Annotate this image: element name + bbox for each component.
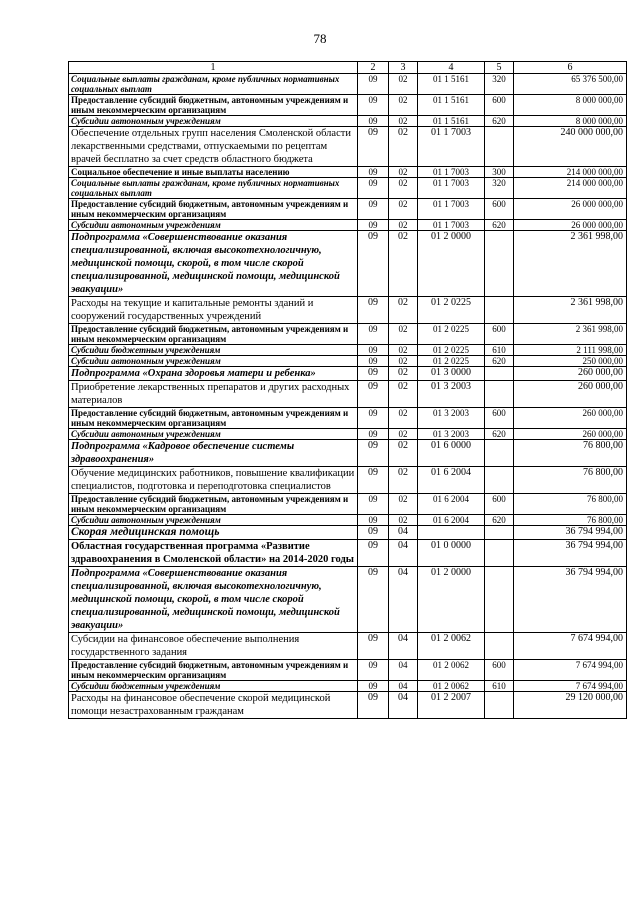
row-amount-cell: 7 674 994,00 [514, 681, 627, 692]
row-section-cell: 09 [358, 494, 389, 515]
row-name-cell: Обучение медицинских работников, повышение квалификации специалистов, подготовка и переподготовка специалистов [69, 467, 358, 494]
header-cell-6: 6 [514, 62, 627, 74]
header-cell-4: 4 [418, 62, 485, 74]
row-name-cell: Субсидии бюджетным учреждениям [69, 345, 358, 356]
row-target-code-cell: 01 6 2004 [418, 494, 485, 515]
row-section-cell: 09 [358, 116, 389, 127]
row-name-cell: Подпрограмма «Охрана здоровья матери и ребенка» [69, 367, 358, 381]
row-subsection-cell: 02 [389, 127, 418, 167]
row-subsection-cell: 02 [389, 467, 418, 494]
row-subsection-cell: 04 [389, 633, 418, 660]
row-amount-cell: 240 000 000,00 [514, 127, 627, 167]
row-target-code-cell: 01 3 2003 [418, 381, 485, 408]
row-name-cell: Областная государственная программа «Развитие здравоохранения в Смоленской области» на 2014-2020 годы [69, 540, 358, 567]
row-expense-type-cell [485, 526, 514, 540]
row-name-cell: Подпрограмма «Кадровое обеспечение системы здравоохранения» [69, 440, 358, 467]
row-amount-cell: 36 794 994,00 [514, 526, 627, 540]
row-expense-type-cell [485, 381, 514, 408]
row-name-cell: Предоставление субсидий бюджетным, автономным учреждениям и иным некоммерческим организациям [69, 660, 358, 681]
row-target-code-cell: 01 6 0000 [418, 440, 485, 467]
row-amount-cell: 7 674 994,00 [514, 660, 627, 681]
row-name-cell: Предоставление субсидий бюджетным, автономным учреждениям и иным некоммерческим организациям [69, 408, 358, 429]
row-target-code-cell: 01 2 2007 [418, 692, 485, 719]
row-expense-type-cell [485, 127, 514, 167]
table-row [69, 494, 627, 515]
table-row [69, 356, 627, 367]
row-section-cell: 09 [358, 345, 389, 356]
row-expense-type-cell: 600 [485, 408, 514, 429]
row-expense-type-cell: 600 [485, 324, 514, 345]
table-row [69, 345, 627, 356]
row-amount-cell: 29 120 000,00 [514, 692, 627, 719]
row-subsection-cell: 02 [389, 74, 418, 95]
row-expense-type-cell: 620 [485, 356, 514, 367]
row-target-code-cell: 01 3 2003 [418, 408, 485, 429]
row-target-code-cell: 01 2 0062 [418, 633, 485, 660]
table-row [69, 116, 627, 127]
row-name-cell: Субсидии автономным учреждениям [69, 356, 358, 367]
header-cell-1: 1 [69, 62, 358, 74]
row-section-cell: 09 [358, 681, 389, 692]
row-section-cell: 09 [358, 297, 389, 324]
row-name-cell: Приобретение лекарственных препаратов и других расходных материалов [69, 381, 358, 408]
row-amount-cell: 250 000,00 [514, 356, 627, 367]
row-subsection-cell: 04 [389, 567, 418, 633]
row-subsection-cell: 02 [389, 231, 418, 297]
row-expense-type-cell: 610 [485, 345, 514, 356]
row-target-code-cell: 01 1 5161 [418, 116, 485, 127]
row-amount-cell: 260 000,00 [514, 408, 627, 429]
row-section-cell: 09 [358, 408, 389, 429]
table-row [69, 515, 627, 526]
row-subsection-cell: 02 [389, 381, 418, 408]
row-name-cell: Предоставление субсидий бюджетным, автономным учреждениям и иным некоммерческим организациям [69, 324, 358, 345]
row-section-cell: 09 [358, 220, 389, 231]
table-row [69, 408, 627, 429]
row-amount-cell: 260 000,00 [514, 367, 627, 381]
row-amount-cell: 7 674 994,00 [514, 633, 627, 660]
row-subsection-cell: 02 [389, 178, 418, 199]
row-section-cell: 09 [358, 324, 389, 345]
row-target-code-cell: 01 3 0000 [418, 367, 485, 381]
row-expense-type-cell [485, 692, 514, 719]
row-name-cell: Социальное обеспечение и иные выплаты населению [69, 167, 358, 178]
row-subsection-cell: 02 [389, 297, 418, 324]
row-name-cell: Подпрограмма «Совершенствование оказания специализированной, включая высокотехнологичную, медицинской помощи, скорой, в том числе скорой специализированной, медицинской помощи, медицинской эвакуации» [69, 231, 358, 297]
row-target-code-cell [418, 526, 485, 540]
table-row [69, 633, 627, 660]
row-amount-cell: 65 376 500,00 [514, 74, 627, 95]
row-name-cell: Субсидии бюджетным учреждениям [69, 681, 358, 692]
row-expense-type-cell [485, 467, 514, 494]
row-expense-type-cell [485, 231, 514, 297]
row-expense-type-cell [485, 567, 514, 633]
table-row [69, 220, 627, 231]
row-amount-cell: 36 794 994,00 [514, 540, 627, 567]
row-section-cell: 09 [358, 567, 389, 633]
row-subsection-cell: 04 [389, 660, 418, 681]
row-expense-type-cell: 300 [485, 167, 514, 178]
header-cell-3: 3 [389, 62, 418, 74]
row-section-cell: 09 [358, 74, 389, 95]
row-expense-type-cell [485, 633, 514, 660]
row-subsection-cell: 04 [389, 540, 418, 567]
row-expense-type-cell: 600 [485, 95, 514, 116]
row-section-cell: 09 [358, 660, 389, 681]
row-target-code-cell: 01 2 0225 [418, 345, 485, 356]
row-name-cell: Предоставление субсидий бюджетным, автономным учреждениям и иным некоммерческим организациям [69, 494, 358, 515]
row-section-cell: 09 [358, 515, 389, 526]
row-amount-cell: 76 800,00 [514, 494, 627, 515]
row-name-cell: Предоставление субсидий бюджетным, автономным учреждениям и иным некоммерческим организациям [69, 199, 358, 220]
table-row [69, 367, 627, 381]
row-section-cell: 09 [358, 381, 389, 408]
row-expense-type-cell [485, 297, 514, 324]
row-section-cell: 09 [358, 367, 389, 381]
row-name-cell: Подпрограмма «Совершенствование оказания специализированной, включая высокотехнологичную, медицинской помощи, скорой, в том числе скорой специализированной, медицинской помощи, медицинской эвакуации» [69, 567, 358, 633]
row-name-cell: Субсидии автономным учреждениям [69, 515, 358, 526]
row-name-cell: Субсидии автономным учреждениям [69, 220, 358, 231]
row-section-cell: 09 [358, 467, 389, 494]
row-subsection-cell: 04 [389, 692, 418, 719]
row-amount-cell: 36 794 994,00 [514, 567, 627, 633]
row-expense-type-cell: 600 [485, 494, 514, 515]
table-row [69, 199, 627, 220]
table-row [69, 127, 627, 167]
row-name-cell: Обеспечение отдельных групп населения Смоленской области лекарственными средствами, отпускаемыми по рецептам врачей бесплатно за счет средств областного бюджета [69, 127, 358, 167]
table-row [69, 74, 627, 95]
table-row [69, 692, 627, 719]
budget-table [68, 61, 627, 719]
row-amount-cell: 260 000,00 [514, 381, 627, 408]
row-amount-cell: 2 361 998,00 [514, 297, 627, 324]
row-subsection-cell: 02 [389, 408, 418, 429]
row-name-cell: Субсидии на финансовое обеспечение выполнения государственного задания [69, 633, 358, 660]
row-name-cell: Субсидии автономным учреждениям [69, 116, 358, 127]
row-target-code-cell: 01 3 2003 [418, 429, 485, 440]
row-expense-type-cell [485, 440, 514, 467]
row-subsection-cell: 02 [389, 429, 418, 440]
row-amount-cell: 214 000 000,00 [514, 167, 627, 178]
row-target-code-cell: 01 2 0000 [418, 231, 485, 297]
row-amount-cell: 76 800,00 [514, 467, 627, 494]
row-section-cell: 09 [358, 178, 389, 199]
table-header-row [69, 62, 627, 74]
row-section-cell: 09 [358, 127, 389, 167]
row-amount-cell: 214 000 000,00 [514, 178, 627, 199]
row-target-code-cell: 01 6 2004 [418, 515, 485, 526]
row-expense-type-cell: 620 [485, 116, 514, 127]
row-amount-cell: 260 000,00 [514, 429, 627, 440]
row-section-cell: 09 [358, 440, 389, 467]
row-target-code-cell: 01 2 0062 [418, 660, 485, 681]
table-row [69, 167, 627, 178]
row-amount-cell: 76 800,00 [514, 515, 627, 526]
row-target-code-cell: 01 0 0000 [418, 540, 485, 567]
row-section-cell: 09 [358, 167, 389, 178]
row-subsection-cell: 02 [389, 345, 418, 356]
row-target-code-cell: 01 2 0225 [418, 297, 485, 324]
row-name-cell: Субсидии автономным учреждениям [69, 429, 358, 440]
row-subsection-cell: 02 [389, 116, 418, 127]
row-subsection-cell: 02 [389, 324, 418, 345]
row-name-cell: Скорая медицинская помощь [69, 526, 358, 540]
row-expense-type-cell: 600 [485, 199, 514, 220]
table-row [69, 297, 627, 324]
table-row [69, 526, 627, 540]
row-target-code-cell: 01 1 7003 [418, 178, 485, 199]
row-target-code-cell: 01 1 7003 [418, 220, 485, 231]
row-expense-type-cell: 600 [485, 660, 514, 681]
row-target-code-cell: 01 2 0000 [418, 567, 485, 633]
row-section-cell: 09 [358, 231, 389, 297]
table-row [69, 231, 627, 297]
table-row [69, 440, 627, 467]
row-name-cell: Социальные выплаты гражданам, кроме публичных нормативных социальных выплат [69, 178, 358, 199]
table-row [69, 95, 627, 116]
row-target-code-cell: 01 2 0225 [418, 324, 485, 345]
row-target-code-cell: 01 1 7003 [418, 127, 485, 167]
table-row [69, 178, 627, 199]
row-section-cell: 09 [358, 692, 389, 719]
row-subsection-cell: 02 [389, 515, 418, 526]
row-amount-cell: 2 361 998,00 [514, 231, 627, 297]
table-row [69, 381, 627, 408]
row-name-cell: Социальные выплаты гражданам, кроме публичных нормативных социальных выплат [69, 74, 358, 95]
row-target-code-cell: 01 1 7003 [418, 199, 485, 220]
row-section-cell: 09 [358, 429, 389, 440]
row-amount-cell: 2 111 998,00 [514, 345, 627, 356]
row-name-cell: Расходы на финансовое обеспечение скорой медицинской помощи незастрахованным гражданам [69, 692, 358, 719]
row-subsection-cell: 02 [389, 199, 418, 220]
row-target-code-cell: 01 1 5161 [418, 95, 485, 116]
row-section-cell: 09 [358, 526, 389, 540]
row-amount-cell: 26 000 000,00 [514, 199, 627, 220]
table-row [69, 429, 627, 440]
header-cell-2: 2 [358, 62, 389, 74]
row-expense-type-cell: 610 [485, 681, 514, 692]
row-amount-cell: 8 000 000,00 [514, 116, 627, 127]
row-subsection-cell: 02 [389, 440, 418, 467]
row-subsection-cell: 04 [389, 681, 418, 692]
row-target-code-cell: 01 2 0225 [418, 356, 485, 367]
row-amount-cell: 2 361 998,00 [514, 324, 627, 345]
table-row [69, 681, 627, 692]
row-subsection-cell: 02 [389, 220, 418, 231]
row-name-cell: Предоставление субсидий бюджетным, автономным учреждениям и иным некоммерческим организациям [69, 95, 358, 116]
row-subsection-cell: 02 [389, 356, 418, 367]
row-section-cell: 09 [358, 540, 389, 567]
row-section-cell: 09 [358, 199, 389, 220]
row-subsection-cell: 04 [389, 526, 418, 540]
row-subsection-cell: 02 [389, 95, 418, 116]
table-row [69, 467, 627, 494]
row-section-cell: 09 [358, 356, 389, 367]
row-name-cell: Расходы на текущие и капитальные ремонты зданий и сооружений государственных учреждений [69, 297, 358, 324]
row-amount-cell: 26 000 000,00 [514, 220, 627, 231]
row-expense-type-cell: 620 [485, 429, 514, 440]
table-row [69, 324, 627, 345]
header-cell-5: 5 [485, 62, 514, 74]
row-subsection-cell: 02 [389, 494, 418, 515]
row-expense-type-cell: 320 [485, 74, 514, 95]
row-expense-type-cell: 320 [485, 178, 514, 199]
row-subsection-cell: 02 [389, 367, 418, 381]
table-row [69, 540, 627, 567]
row-expense-type-cell: 620 [485, 220, 514, 231]
row-expense-type-cell [485, 540, 514, 567]
table-row [69, 660, 627, 681]
row-target-code-cell: 01 1 5161 [418, 74, 485, 95]
row-amount-cell: 76 800,00 [514, 440, 627, 467]
table-row [69, 567, 627, 633]
row-section-cell: 09 [358, 95, 389, 116]
row-section-cell: 09 [358, 633, 389, 660]
row-target-code-cell: 01 2 0062 [418, 681, 485, 692]
row-expense-type-cell [485, 367, 514, 381]
row-expense-type-cell: 620 [485, 515, 514, 526]
page-number: 78 [313, 31, 327, 46]
row-amount-cell: 8 000 000,00 [514, 95, 627, 116]
row-target-code-cell: 01 6 2004 [418, 467, 485, 494]
row-subsection-cell: 02 [389, 167, 418, 178]
row-target-code-cell: 01 1 7003 [418, 167, 485, 178]
